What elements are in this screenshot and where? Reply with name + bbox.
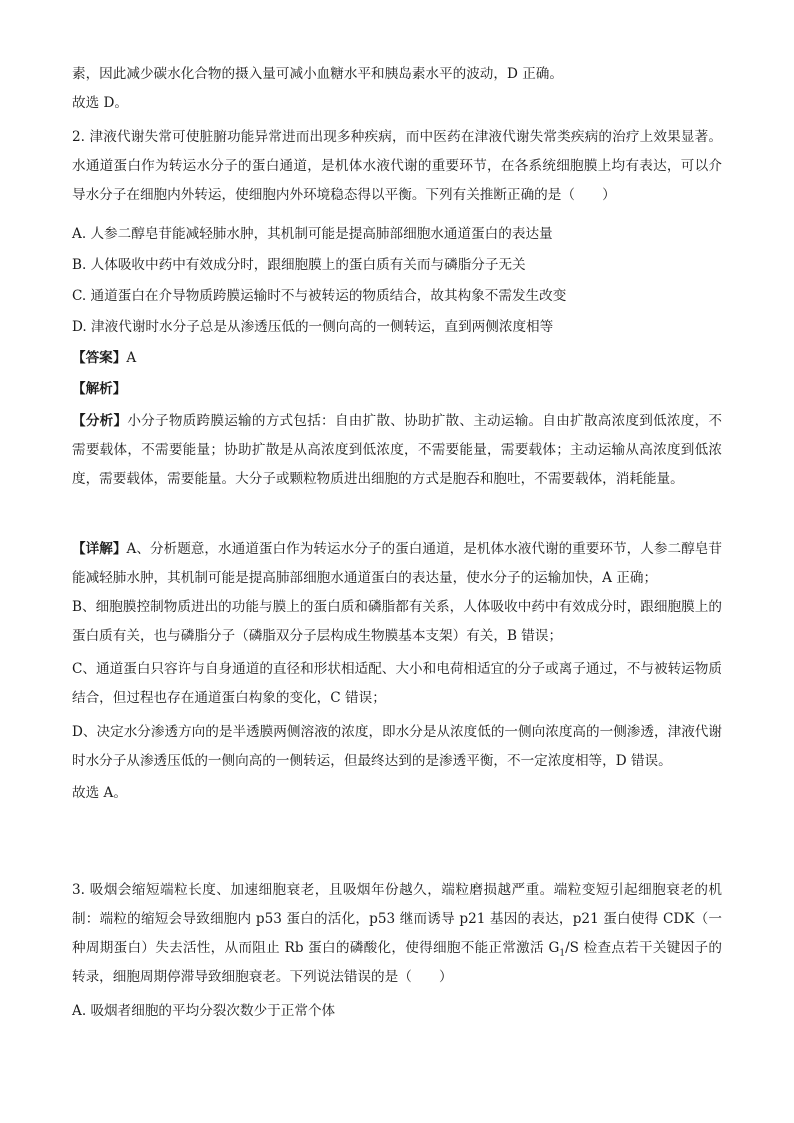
analysis-fenxi [72,407,722,494]
answer-tag: 【答案】 [72,350,127,366]
analysis-xiangjie-a [72,535,722,593]
question-3-stem [72,876,722,992]
q3-stem-subscript: 1 [559,948,566,959]
question-2-option-b: B. 人体吸收中药中有效成分时，跟细胞膜上的蛋白质有关而与磷脂分子无关 [72,257,526,273]
xiangjie-tag: 【详解】 [72,541,127,557]
analysis-xiangjie-d: D、决定水分渗透方向的是半透膜两侧溶液的浓度，即水分是从浓度低的一侧向浓度高的一侧渗透，津液代谢时水分子从渗透压低的一侧向高的一侧转运，但最终达到的是渗透平衡，不一定浓度相等，D 错误。 [72,724,722,769]
analysis-xiangjie-c: C、通道蛋白只容许与自身通道的直径和形状相适配、大小和电荷相适宜的分子或离子通过，不与被转运物质结合，但过程也存在通道蛋白构象的变化，C 错误； [72,661,722,706]
previous-conclusion: 故选 D。 [72,95,129,111]
question-2-option-c: C. 通道蛋白在介导物质跨膜运输时不与被转运的物质结合，故其构象不需发生改变 [72,288,567,304]
answer-value: A [126,350,137,366]
analysis-tag: 【解析】 [72,381,127,397]
question-2-conclusion: 故选 A。 [72,785,127,801]
q3-stem-part2: /S 检查点若干关键因子的转录，细胞周期停滞导致细胞衰老。下列说法错误的是（ ） [72,940,722,985]
question-2-stem: 2. 津液代谢失常可使脏腑功能异常进而出现多种疾病，而中医药在津液代谢失常类疾病的治疗上效果显著。水通道蛋白作为转运水分子的蛋白通道，是机体水液代谢的重要环节，在各系统细胞膜上均有表达，可以介导水分子在细胞内外转运，使细胞内外环境稳态得以平衡。下列有关推断正确的是（ ） [72,129,722,203]
q3-stem-part1: 3. 吸烟会缩短端粒长度、加速细胞衰老，且吸烟年份越久，端粒磨损越严重。端粒变短引起细胞衰老的机制：端粒的缩短会导致细胞内 p53 蛋白的活化，p53 继而诱导 p21 基因的表达，p21 蛋白使得 CDK（一种周期蛋白）失去活性，从而阻止 Rb 蛋白的磷酸化，使得细胞不能正常激活 G [72,882,722,956]
question-2-option-d: D. 津液代谢时水分子总是从渗透压低的一侧向高的一侧转运，直到两侧浓度相等 [72,319,554,335]
fenxi-text: 小分子物质跨膜运输的方式包括：自由扩散、协助扩散、主动运输。自由扩散高浓度到低浓度，不需要载体，不需要能量；协助扩散是从高浓度到低浓度，不需要能量，需要载体；主动运输从高浓度到低浓度，需要载体，需要能量。大分子或颗粒物质进出细胞的方式是胞吞和胞吐，不需要载体，消耗能量。 [72,413,723,487]
analysis-xiangjie-b: B、细胞膜控制物质进出的功能与膜上的蛋白质和磷脂都有关系，人体吸收中药中有效成分时，跟细胞膜上的蛋白质有关，也与磷脂分子（磷脂双分子层构成生物膜基本支架）有关，B 错误； [72,599,722,644]
question-2-option-a: A. 人参二醇皂苷能减轻肺水肿，其机制可能是提高肺部细胞水通道蛋白的表达量 [72,226,553,242]
previous-explanation-tail: 素，因此减少碳水化合物的摄入量可减小血糖水平和胰岛素水平的波动，D 正确。 [72,66,563,82]
question-2-answer [72,348,136,368]
fenxi-tag: 【分析】 [72,413,128,429]
question-3-option-a: A. 吸烟者细胞的平均分裂次数少于正常个体 [72,1003,336,1019]
xiangjie-a-text: A、分析题意，水通道蛋白作为转运水分子的蛋白通道，是机体水液代谢的重要环节，人参二醇皂苷能减轻肺水肿，其机制可能是提高肺部细胞水通道蛋白的表达量，使水分子的运输加快，A 正确； [72,541,722,586]
